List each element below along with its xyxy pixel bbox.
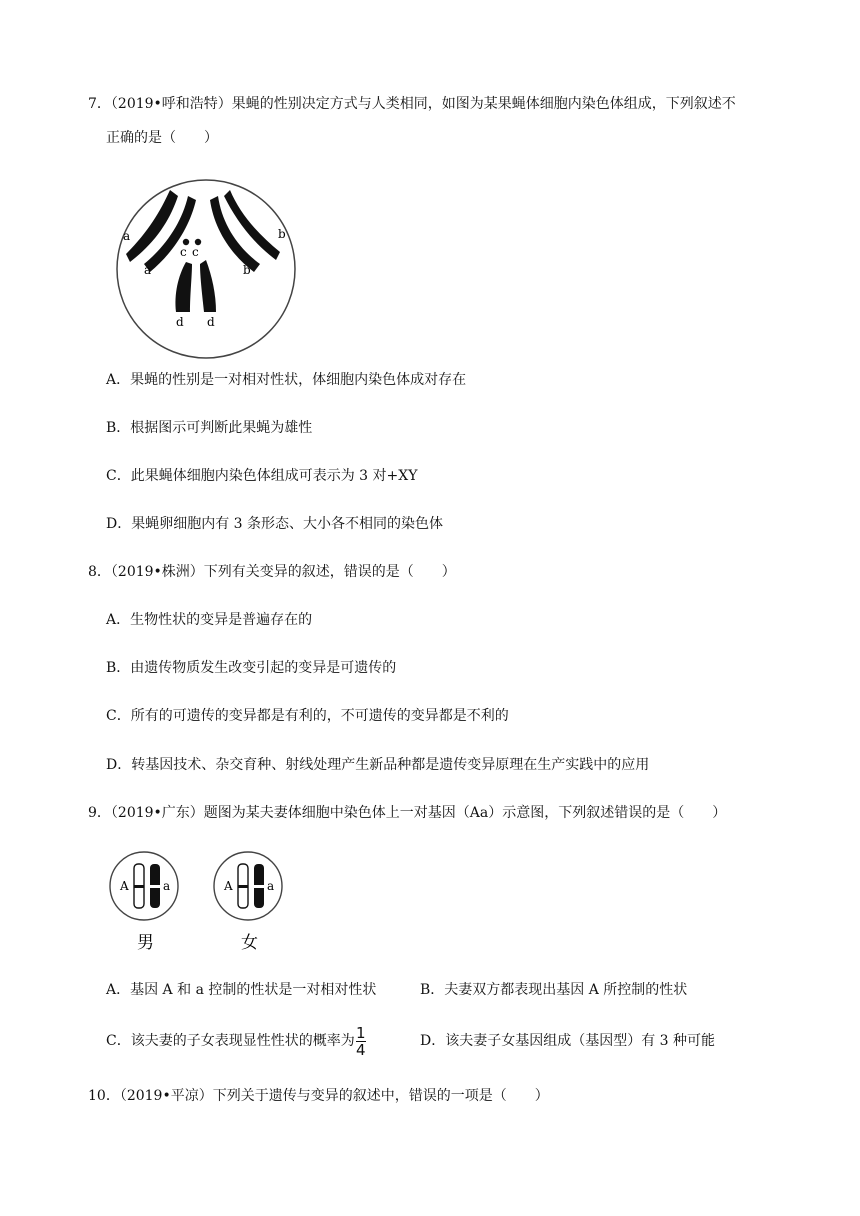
q8-option-b[interactable]: B．由遗传物质发生改变引起的变异是可遗传的 — [106, 660, 397, 676]
q9-female-cell — [214, 852, 282, 953]
q7-chromosome-figure — [108, 176, 308, 362]
q7-label-d2: d — [207, 315, 215, 329]
q9-female-gene-a: a — [267, 879, 275, 893]
q8-option-c[interactable]: C．所有的可遗传的变异都是有利的，不可遗传的变异都是不利的 — [106, 708, 509, 724]
q7-option-a[interactable]: A．果蝇的性别是一对相对性状，体细胞内染色体成对存在 — [106, 372, 467, 388]
q9-option-c-text: C．该夫妻的子女表现显性性状的概率为 — [106, 1033, 355, 1049]
q9-option-a[interactable]: A．基因 A 和 a 控制的性状是一对相对性状 — [106, 982, 377, 998]
q9-male-cell — [110, 852, 178, 953]
q9-option-d[interactable]: D．该夫妻子女基因组成（基因型）有 3 种可能 — [420, 1033, 716, 1049]
q7-stem-line1: 7．（2019•呼和浩特）果蝇的性别决定方式与人类相同，如图为某果蝇体细胞内染色体组成，下列叙述不 — [88, 96, 736, 112]
q9-male-gene-A: A — [120, 879, 129, 893]
q7-label-c2: c — [192, 245, 199, 259]
q8-stem: 8．（2019•株洲）下列有关变异的叙述，错误的是（ ） — [88, 564, 456, 580]
q10-stem: 10．（2019•平凉）下列关于遗传与变异的叙述中，错误的一项是（ ） — [88, 1088, 549, 1104]
q7-label-c1: c — [180, 245, 187, 259]
q7-label-b1: b — [278, 227, 286, 241]
q9-option-b[interactable]: B．夫妻双方都表现出基因 A 所控制的性状 — [420, 982, 688, 998]
q8-option-d[interactable]: D．转基因技术、杂交育种、射线处理产生新品种都是遗传变异原理在生产实践中的应用 — [106, 757, 650, 773]
q7-option-c[interactable]: C．此果蝇体细胞内染色体组成可表示为 3 对+XY — [106, 468, 418, 484]
q9-male-label: 男 — [137, 933, 154, 953]
q7-stem-line2: 正确的是（ ） — [106, 130, 218, 146]
q7-label-a1: a — [123, 229, 131, 243]
q7-option-d[interactable]: D．果蝇卵细胞内有 3 条形态、大小各不相同的染色体 — [106, 516, 444, 532]
q9-female-label: 女 — [241, 933, 258, 953]
q9-option-c[interactable] — [106, 1022, 366, 1060]
q9-male-gene-a: a — [163, 879, 171, 893]
q9-female-gene-A: A — [224, 879, 233, 893]
q7-option-b[interactable]: B．根据图示可判断此果蝇为雄性 — [106, 420, 313, 436]
q9-option-c-fraction — [356, 1025, 366, 1058]
q9-gene-figure — [106, 848, 306, 958]
fraction-numerator: 1 — [355, 1023, 366, 1042]
q7-label-b2: b — [243, 263, 251, 277]
q7-label-d1: d — [176, 315, 184, 329]
q8-option-a[interactable]: A．生物性状的变异是普遍存在的 — [106, 612, 313, 628]
q7-label-a2: a — [144, 263, 152, 277]
fraction-denominator: 4 — [355, 1040, 366, 1059]
q9-stem: 9．（2019•广东）题图为某夫妻体细胞中染色体上一对基因（Aa）示意图，下列叙述错误的是（ ） — [88, 805, 727, 821]
